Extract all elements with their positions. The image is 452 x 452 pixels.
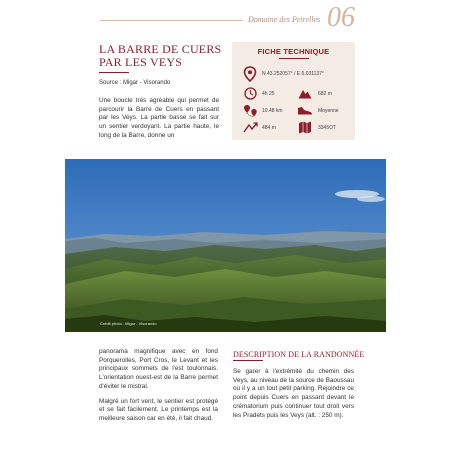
source-credit: Source : Migar - Visorando	[99, 80, 171, 86]
page-title: LA BARRE DE CUERS PAR LES VEYS	[99, 42, 222, 69]
location-pin-icon	[243, 66, 257, 82]
bottom-paragraph-1: panorama magnifique avec en fond Porquerolles, Port Cros, le Levant et les principaux sommets de l'est toulonnais. L'orientation ouest-est de la Barre permet d'éviter le mistral.	[99, 348, 218, 390]
fiche-difficulty: Moyenne	[318, 108, 339, 114]
clock-icon	[244, 87, 257, 100]
fiche-ascent: 484 m	[262, 125, 276, 131]
description-title: DESCRIPTION DE LA RANDONNÉE	[233, 350, 365, 359]
fiche-distance: 10.48 km	[262, 108, 283, 114]
fiche-coords: N 43.252057° / E 6.031137°	[262, 71, 325, 77]
header-rule	[100, 20, 243, 21]
fiche-title: FICHE TECHNIQUE	[257, 47, 330, 56]
distance-icon	[243, 104, 258, 118]
ascent-icon	[243, 121, 258, 133]
bottom-paragraph-2: Malgré un fort vent, le sentier est protégé et se fait facilement. Le printemps est la meilleure saison car en été, il fait chaud.	[99, 397, 218, 422]
bottom-left-text	[99, 348, 218, 430]
description-text: Se garer à l'extrémité du chemin des Veys, au niveau de la source de Baoussau où il y a un tout petit parking. Rejoindre ce point depuis Cuers en passant devant le crématorium puis continuer tout droit vers les Pradets puis les Veys (alt. : 250 m).	[233, 368, 354, 419]
photo-credit: Crédit photo : Migar - Visorando	[100, 321, 157, 326]
landscape-photo	[65, 159, 386, 332]
page-number: 06	[327, 2, 355, 33]
fiche-map: 3345OT	[318, 125, 337, 131]
shoe-icon	[297, 105, 313, 116]
fiche-technique-panel	[232, 42, 355, 140]
fiche-duration: 4h 25	[262, 91, 275, 97]
mountain-icon	[298, 87, 312, 99]
map-icon	[298, 120, 312, 134]
description-rule	[233, 360, 263, 361]
intro-text: Une boucle très agréable qui permet de parcourir la Barre de Cuers en passant par les Veys. La partie basse se fait sur un sentier verdoyant. La partie haute, le long de la Barre, donne un	[99, 97, 219, 139]
header-section: Domaine des Petrelles	[248, 15, 321, 24]
fiche-rule	[279, 58, 309, 59]
fiche-elevation: 682 m	[318, 91, 332, 97]
title-rule	[99, 72, 129, 73]
